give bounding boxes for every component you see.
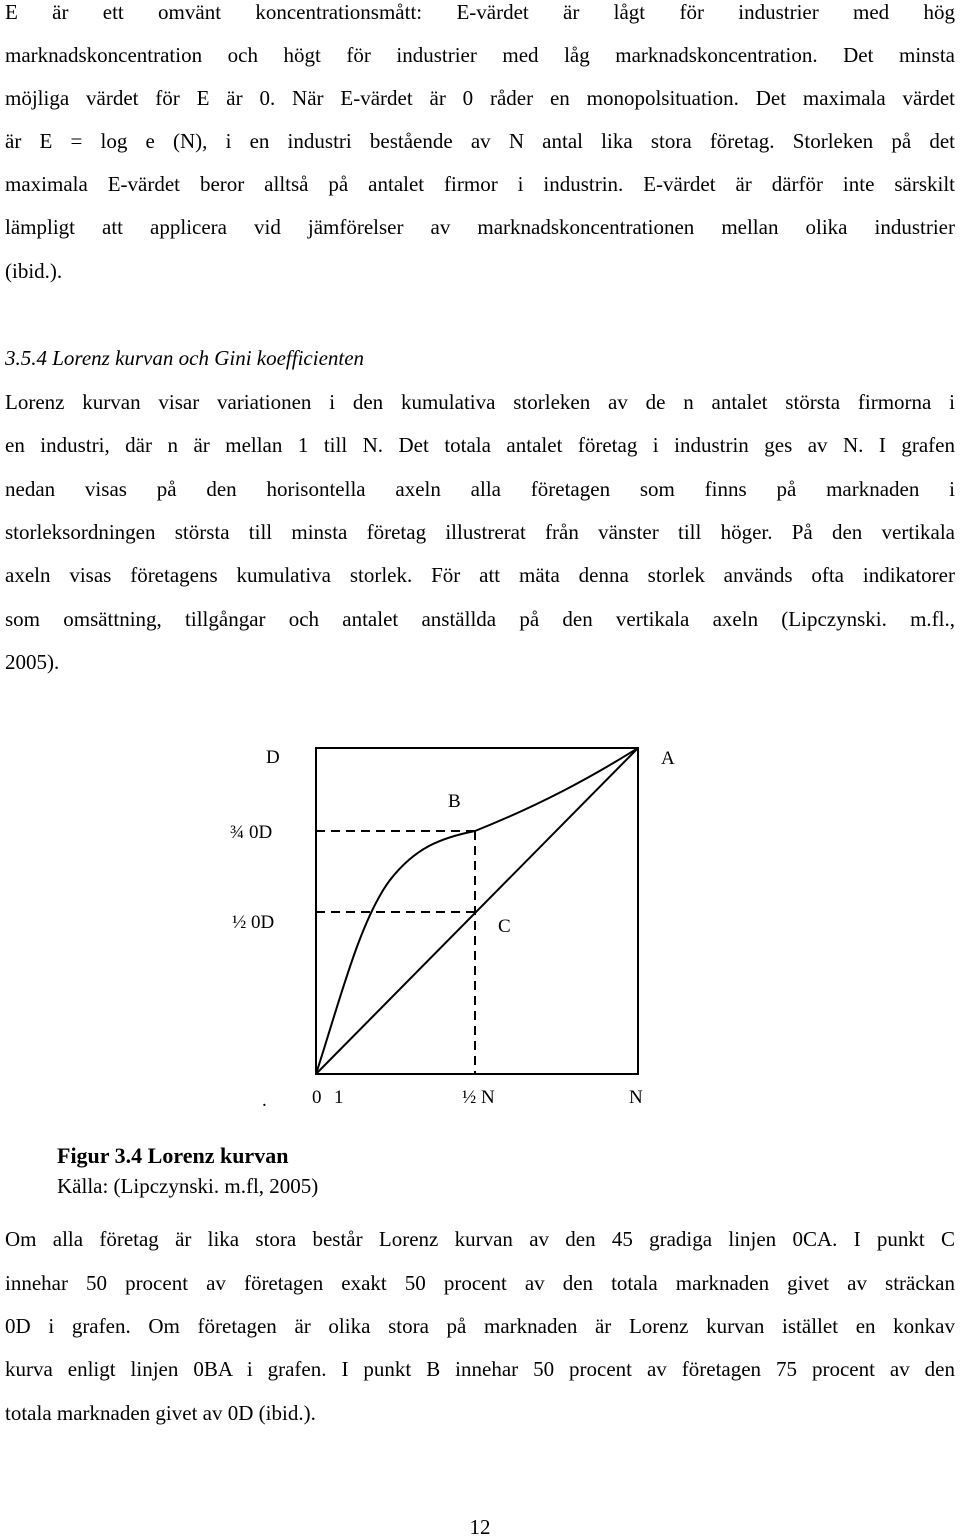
label-d: D [266, 747, 280, 768]
label-three-quarter-0d: ¾ 0D [230, 822, 273, 843]
text-line: möjliga värdet för E är 0. När E-värdet är 0 råder en monopolsituation. Det maximala värdet [5, 86, 955, 110]
label-a: A [661, 748, 675, 769]
text-line: totala marknaden givet av 0D (ibid.). [5, 1401, 316, 1425]
label-b: B [448, 791, 461, 812]
figure-caption-source: Källa: (Lipczynski. m.fl, 2005) [57, 1174, 319, 1198]
text-line: innehar 50 procent av företagen exakt 50 procent av den totala marknaden givet av sträckan [5, 1271, 955, 1295]
text-line: som omsättning, tillgångar och antalet anställda på den vertikala axeln (Lipczynski. m.fl., [5, 607, 955, 631]
label-half-0d: ½ 0D [232, 912, 275, 933]
text-line: marknadskoncentration och högt för industrier med låg marknadskoncentration. Det minsta [5, 43, 955, 67]
text-line: (ibid.). [5, 259, 63, 283]
text-line: axeln visas företagens kumulativa storlek. För att mäta denna storlek används ofta indikatorer [5, 563, 955, 587]
figure-caption-title: Figur 3.4 Lorenz kurvan [57, 1143, 289, 1168]
text-line: kurva enligt linjen 0BA i grafen. I punkt B innehar 50 procent av företagen 75 procent av den [5, 1357, 955, 1381]
label-dot: . [262, 1090, 267, 1111]
label-zero: 0 [312, 1087, 322, 1108]
text-line: Lorenz kurvan visar variationen i den kumulativa storleken av de n antalet största firmorna i [5, 390, 955, 414]
text-line: 2005). [5, 650, 60, 674]
page-number: 12 [469, 1515, 491, 1539]
label-one: 1 [334, 1087, 344, 1108]
text-line: Om alla företag är lika stora består Lorenz kurvan av den 45 gradiga linjen 0CA. I punkt C [5, 1227, 955, 1251]
section-heading: 3.5.4 Lorenz kurvan och Gini koefficienten [5, 346, 365, 370]
text-line: en industri, där n är mellan 1 till N. Det totala antalet företag i industrin ges av N. I grafen [5, 433, 955, 457]
text-line: lämpligt att applicera vid jämförelser av marknadskoncentrationen mellan olika industrier [5, 215, 955, 239]
label-n: N [629, 1087, 643, 1108]
text-line: storleksordningen största till minsta företag illustrerat från vänster till höger. På den vertikala [5, 520, 955, 544]
text-line: maximala E-värdet beror alltså på antalet firmor i industrin. E-värdet är därför inte särskilt [5, 172, 955, 196]
label-c: C [498, 916, 511, 937]
text-line: nedan visas på den horisontella axeln alla företagen som finns på marknaden i [5, 477, 955, 501]
label-half-n: ½ N [462, 1087, 495, 1108]
text-line: är E = log e (N), i en industri bestående av N antal lika stora företag. Storleken på det [5, 129, 955, 153]
text-line: E är ett omvänt koncentrationsmått: E-värdet är lågt för industrier med hög [5, 0, 955, 24]
lorenz-curve-figure [0, 720, 960, 1120]
text-line: 0D i grafen. Om företagen är olika stora på marknaden är Lorenz kurvan istället en konkav [5, 1314, 955, 1338]
